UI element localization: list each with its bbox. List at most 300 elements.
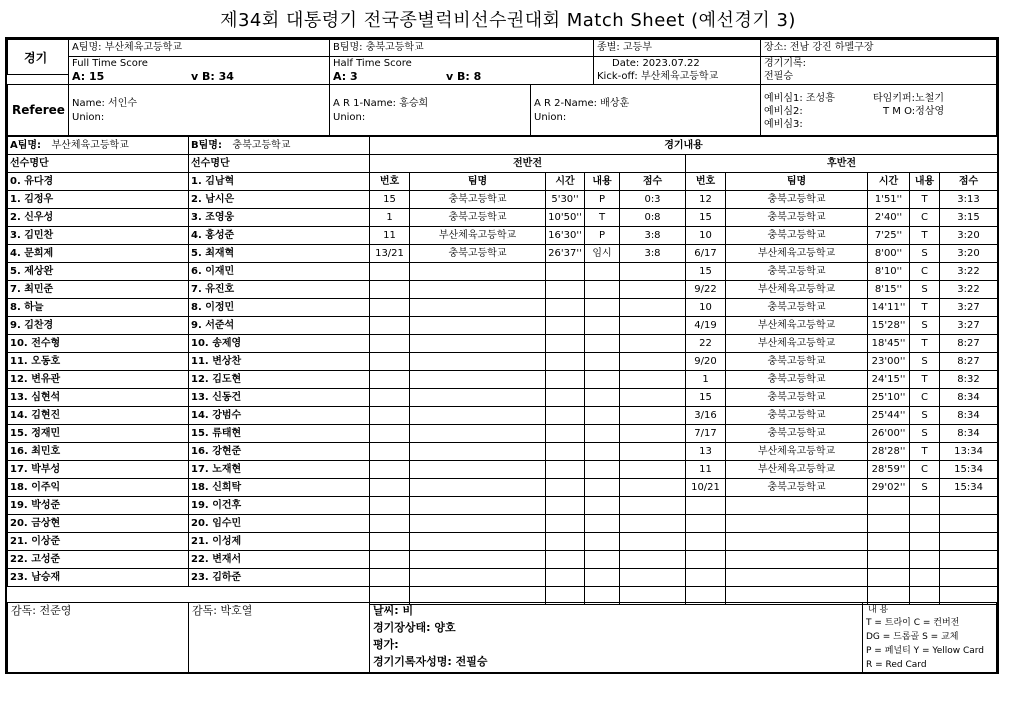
second-half-type [910,569,940,587]
first-half-no [370,425,410,443]
team-b-player: 22. 변재서 [189,551,370,569]
category: 종별: 고등부 [597,42,652,53]
team-b-player: 15. 류태현 [189,425,370,443]
team-a-player: 18. 이주익 [8,479,189,497]
first-half-type [585,425,620,443]
team-b-cell [329,39,594,57]
venue-cell [760,39,997,57]
first-half-team [410,515,546,533]
rating: 평가: [373,638,399,651]
match-events-table [369,136,998,605]
team-b-player: 3. 조영웅 [189,209,370,227]
second-half-time: 8'15'' [868,281,910,299]
first-half-title: 전반전 [370,155,686,173]
first-half-type [585,281,620,299]
first-half-col-type: 내용 [585,173,620,191]
second-half-col-team: 팀명 [726,173,868,191]
first-half-no [370,371,410,389]
second-half-team: 충북고등학교 [726,191,868,209]
first-half-type [585,335,620,353]
second-half-type [910,533,940,551]
referee-cell [68,84,330,136]
first-half-score [620,497,686,515]
first-half-type [585,317,620,335]
first-half-score [620,425,686,443]
team-b-player: 17. 노재현 [189,461,370,479]
second-half-type: C [910,263,940,281]
first-half-score: 0:3 [620,191,686,209]
full-time-a: A: 15 [72,70,105,83]
first-half-type [585,371,620,389]
first-half-no [370,533,410,551]
second-half-type: T [910,371,940,389]
first-half-score [620,461,686,479]
first-half-team: 충북고등학교 [410,245,546,263]
first-half-no [370,299,410,317]
team-b-player: 4. 홍성준 [189,227,370,245]
second-half-type [910,497,940,515]
second-half-time: 15'28'' [868,317,910,335]
team-a-player: 4. 문희제 [8,245,189,263]
second-half-time [868,569,910,587]
second-half-team [726,569,868,587]
second-half-team: 충북고등학교 [726,209,868,227]
recorder: 경기기록자성명: 전필승 [373,655,488,668]
first-half-team [410,551,546,569]
second-half-title: 후반전 [686,155,998,173]
reserve-1: 예비심1: 조성흥 [764,93,835,104]
team-a-player: 7. 최민준 [8,281,189,299]
ar1-name: A R 1-Name: 홍승희 [333,98,429,109]
second-half-team: 충북고등학교 [726,299,868,317]
player-row [8,497,370,515]
referee-label: Referee [12,103,65,117]
second-half-score [940,515,998,533]
second-half-score [940,551,998,569]
second-half-score: 3:15 [940,209,998,227]
first-half-time: 10'50'' [546,209,585,227]
team-a-players-header: 선수명단 [8,155,189,173]
second-half-no: 10/21 [686,479,726,497]
first-half-type: T [585,209,620,227]
first-half-no: 13/21 [370,245,410,263]
team-a-player: 2. 신우성 [8,209,189,227]
team-a-player: 13. 심현석 [8,389,189,407]
team-a-player: 17. 박부성 [8,461,189,479]
referee-label-cell [7,84,69,136]
second-half-no: 15 [686,263,726,281]
field-condition: 경기장상태: 양호 [373,621,456,634]
team-a-player: 11. 오동호 [8,353,189,371]
second-half-type: S [910,425,940,443]
main-table-area [7,136,997,604]
event-row [370,515,998,533]
second-half-type: S [910,245,940,263]
second-half-no: 6/17 [686,245,726,263]
second-half-no [686,515,726,533]
half-time-label: Half Time Score [333,58,412,69]
team-b-player: 19. 이건후 [189,497,370,515]
second-half-no: 15 [686,209,726,227]
second-half-score: 3:20 [940,227,998,245]
first-half-team [410,569,546,587]
player-row [8,443,370,461]
first-half-no: 1 [370,209,410,227]
second-half-time: 26'00'' [868,425,910,443]
second-half-no [686,533,726,551]
second-half-type: C [910,209,940,227]
half-time-cell [329,56,594,85]
legend-line-2: DG = 드롭골 S = 교체 [866,632,959,642]
second-half-type: T [910,335,940,353]
second-half-score: 3:27 [940,299,998,317]
first-half-team [410,443,546,461]
second-half-time: 24'15'' [868,371,910,389]
second-half-type: T [910,227,940,245]
players-table [7,136,370,587]
team-b-player: 7. 유진호 [189,281,370,299]
first-half-score: 3:8 [620,245,686,263]
first-half-team: 충북고등학교 [410,209,546,227]
second-half-time: 14'11'' [868,299,910,317]
team-b-player: 5. 최재혁 [189,245,370,263]
first-half-score [620,551,686,569]
event-row [370,245,998,263]
second-half-score: 13:34 [940,443,998,461]
second-half-score: 8:32 [940,371,998,389]
second-half-no: 9/22 [686,281,726,299]
second-half-time: 8'10'' [868,263,910,281]
second-half-col-score: 점수 [940,173,998,191]
second-half-time: 7'25'' [868,227,910,245]
first-half-no [370,479,410,497]
first-half-type [585,515,620,533]
player-row [8,533,370,551]
second-half-team: 충북고등학교 [726,479,868,497]
first-half-score [620,263,686,281]
second-half-score: 8:27 [940,353,998,371]
second-half-team: 부산체육고등학교 [726,335,868,353]
player-row [8,389,370,407]
player-row [8,461,370,479]
player-row [8,335,370,353]
first-half-time [546,461,585,479]
second-half-time: 25'44'' [868,407,910,425]
second-half-score [940,569,998,587]
event-row [370,461,998,479]
first-half-type [585,353,620,371]
first-half-time [546,263,585,281]
second-half-type: T [910,443,940,461]
second-half-team [726,533,868,551]
first-half-time [546,515,585,533]
weather: 날씨: 비 [373,604,414,617]
event-row [370,551,998,569]
second-half-type: S [910,353,940,371]
second-half-score: 15:34 [940,461,998,479]
player-row [8,263,370,281]
second-half-score: 3:20 [940,245,998,263]
first-half-time: 16'30'' [546,227,585,245]
second-half-time: 1'51'' [868,191,910,209]
first-half-time: 5'30'' [546,191,585,209]
second-half-no: 3/16 [686,407,726,425]
first-half-team [410,479,546,497]
second-half-team: 충북고등학교 [726,353,868,371]
page-title: 제34회 대통령기 전국종별럭비선수권대회 Match Sheet (예선경기 3) [220,10,796,31]
first-half-no [370,461,410,479]
team-b-player: 21. 이성제 [189,533,370,551]
second-half-no: 11 [686,461,726,479]
second-half-team: 충북고등학교 [726,371,868,389]
record-cell [760,56,997,85]
event-row [370,425,998,443]
first-half-time [546,425,585,443]
second-half-no: 4/19 [686,317,726,335]
team-b-player: 23. 김하준 [189,569,370,587]
first-half-score [620,317,686,335]
event-row [370,317,998,335]
first-half-no [370,551,410,569]
second-half-type [910,551,940,569]
event-row [370,569,998,587]
first-half-type [585,389,620,407]
team-b-player: 20. 임수민 [189,515,370,533]
halves-row [370,155,998,173]
event-row [370,191,998,209]
player-row [8,551,370,569]
full-time-b: v B: 34 [191,70,234,83]
team-a-cell [68,39,330,57]
event-row [370,227,998,245]
first-half-team [410,461,546,479]
second-half-team: 부산체육고등학교 [726,281,868,299]
second-half-time: 2'40'' [868,209,910,227]
second-half-time: 8'00'' [868,245,910,263]
event-row [370,407,998,425]
first-half-score [620,515,686,533]
ar1-cell [329,84,531,136]
player-row [8,407,370,425]
first-half-col-time: 시간 [546,173,585,191]
team-a-player: 15. 정재민 [8,425,189,443]
first-half-team [410,299,546,317]
first-half-type [585,551,620,569]
first-half-team [410,335,546,353]
second-half-no: 22 [686,335,726,353]
second-half-no: 12 [686,191,726,209]
ar2-union: Union: [534,112,567,123]
first-half-team: 충북고등학교 [410,191,546,209]
second-half-team: 충북고등학교 [726,227,868,245]
first-half-no [370,353,410,371]
second-half-time [868,551,910,569]
player-row [8,515,370,533]
second-half-type: C [910,461,940,479]
second-half-type: S [910,317,940,335]
player-row [8,353,370,371]
second-half-no: 15 [686,389,726,407]
record-value: 전필승 [764,71,793,82]
match-title-row [370,137,998,155]
venue: 장소: 전남 강진 하멜구장 [764,42,874,53]
first-half-score [620,353,686,371]
coach-a-cell [7,602,189,674]
date: Date: 2023.07.22 [612,58,700,69]
game-label-cell [7,39,69,75]
second-half-team [726,497,868,515]
match-sheet [5,37,999,674]
first-half-score [620,335,686,353]
first-half-no [370,515,410,533]
first-half-no [370,569,410,587]
second-half-time [868,497,910,515]
second-half-time: 29'02'' [868,479,910,497]
player-row [8,281,370,299]
team-b-player: 9. 서준석 [189,317,370,335]
coach-b-cell [188,602,370,674]
event-row [370,533,998,551]
first-half-time [546,569,585,587]
first-half-no [370,497,410,515]
first-half-type [585,533,620,551]
players-header-row [8,155,370,173]
first-half-no [370,263,410,281]
team-a-player: 21. 이상준 [8,533,189,551]
first-half-time [546,497,585,515]
referee-name: Name: 서인수 [72,98,138,109]
second-half-team: 부산체육고등학교 [726,245,868,263]
first-half-no [370,317,410,335]
first-half-team [410,371,546,389]
team-a-player: 3. 김민찬 [8,227,189,245]
first-half-score [620,281,686,299]
player-row [8,227,370,245]
first-half-time [546,353,585,371]
second-half-no [686,551,726,569]
timekeeper: 타임키퍼:노철기 [873,93,944,104]
first-half-type [585,497,620,515]
player-row [8,425,370,443]
second-half-team [726,515,868,533]
team-a-player: 9. 김찬경 [8,317,189,335]
legend-line-1: T = 트라이 C = 컨버전 [866,618,960,628]
team-a-player: 12. 변유관 [8,371,189,389]
record-label: 경기기록: [764,58,807,69]
first-half-no [370,443,410,461]
team-a-player: 0. 유다경 [8,173,189,191]
second-half-time: 28'59'' [868,461,910,479]
event-row [370,209,998,227]
second-half-type: S [910,407,940,425]
second-half-team: 충북고등학교 [726,407,868,425]
first-half-score [620,407,686,425]
ar2-name: A R 2-Name: 배상훈 [534,98,630,109]
first-half-type: 임시 [585,245,620,263]
second-half-score: 8:34 [940,425,998,443]
first-half-score [620,443,686,461]
second-half-no: 1 [686,371,726,389]
second-half-no: 7/17 [686,425,726,443]
referee-union: Union: [72,112,105,123]
first-half-score: 3:8 [620,227,686,245]
first-half-time [546,371,585,389]
second-half-type [910,515,940,533]
team-a-player: 5. 제상완 [8,263,189,281]
legend-line-3: P = 페널티 Y = Yellow Card [866,646,985,656]
second-half-col-type: 내용 [910,173,940,191]
category-cell [593,39,761,57]
second-half-team: 충북고등학교 [726,389,868,407]
first-half-team [410,497,546,515]
event-row [370,263,998,281]
second-half-time [868,515,910,533]
second-half-type: T [910,299,940,317]
team-b-name: B팀명: 충북고등학교 [333,42,424,53]
team-a-player: 1. 김정우 [8,191,189,209]
second-half-score [940,533,998,551]
second-half-time [868,533,910,551]
first-half-col-score: 점수 [620,173,686,191]
second-half-score: 8:34 [940,407,998,425]
team-a-player: 22. 고성준 [8,551,189,569]
half-time-a: A: 3 [333,70,358,83]
second-half-score: 3:27 [940,317,998,335]
second-half-no: 10 [686,299,726,317]
event-row [370,443,998,461]
player-row [8,569,370,587]
second-half-time: 28'28'' [868,443,910,461]
first-half-team [410,353,546,371]
event-row [370,389,998,407]
team-b-player: 14. 강범수 [189,407,370,425]
second-half-col-no: 번호 [686,173,726,191]
team-a-title-cell [8,137,189,155]
first-half-time: 26'37'' [546,245,585,263]
second-half-time: 25'10'' [868,389,910,407]
first-half-time [546,335,585,353]
first-half-type [585,299,620,317]
first-half-no: 15 [370,191,410,209]
second-half-score [940,497,998,515]
first-half-team: 부산체육고등학교 [410,227,546,245]
first-half-type [585,407,620,425]
second-half-time: 23'00'' [868,353,910,371]
team-b-player: 11. 변상찬 [189,353,370,371]
first-half-no [370,389,410,407]
second-half-team: 충북고등학교 [726,263,868,281]
first-half-time [546,389,585,407]
first-half-score [620,389,686,407]
team-b-players-header: 선수명단 [189,155,370,173]
first-half-no [370,407,410,425]
team-b-player: 12. 김도현 [189,371,370,389]
team-b-player: 6. 이재민 [189,263,370,281]
reserve-3: 예비심3: [764,119,803,130]
team-b-player: 13. 신동건 [189,389,370,407]
team-a-player: 8. 하늘 [8,299,189,317]
date-cell [593,56,761,85]
player-row [8,191,370,209]
team-a-title: 부산체육고등학교 [51,139,129,151]
first-half-time [546,443,585,461]
event-row [370,371,998,389]
event-row [370,281,998,299]
first-half-time [546,551,585,569]
second-half-type: S [910,281,940,299]
first-half-time [546,281,585,299]
second-half-team: 부산체육고등학교 [726,443,868,461]
